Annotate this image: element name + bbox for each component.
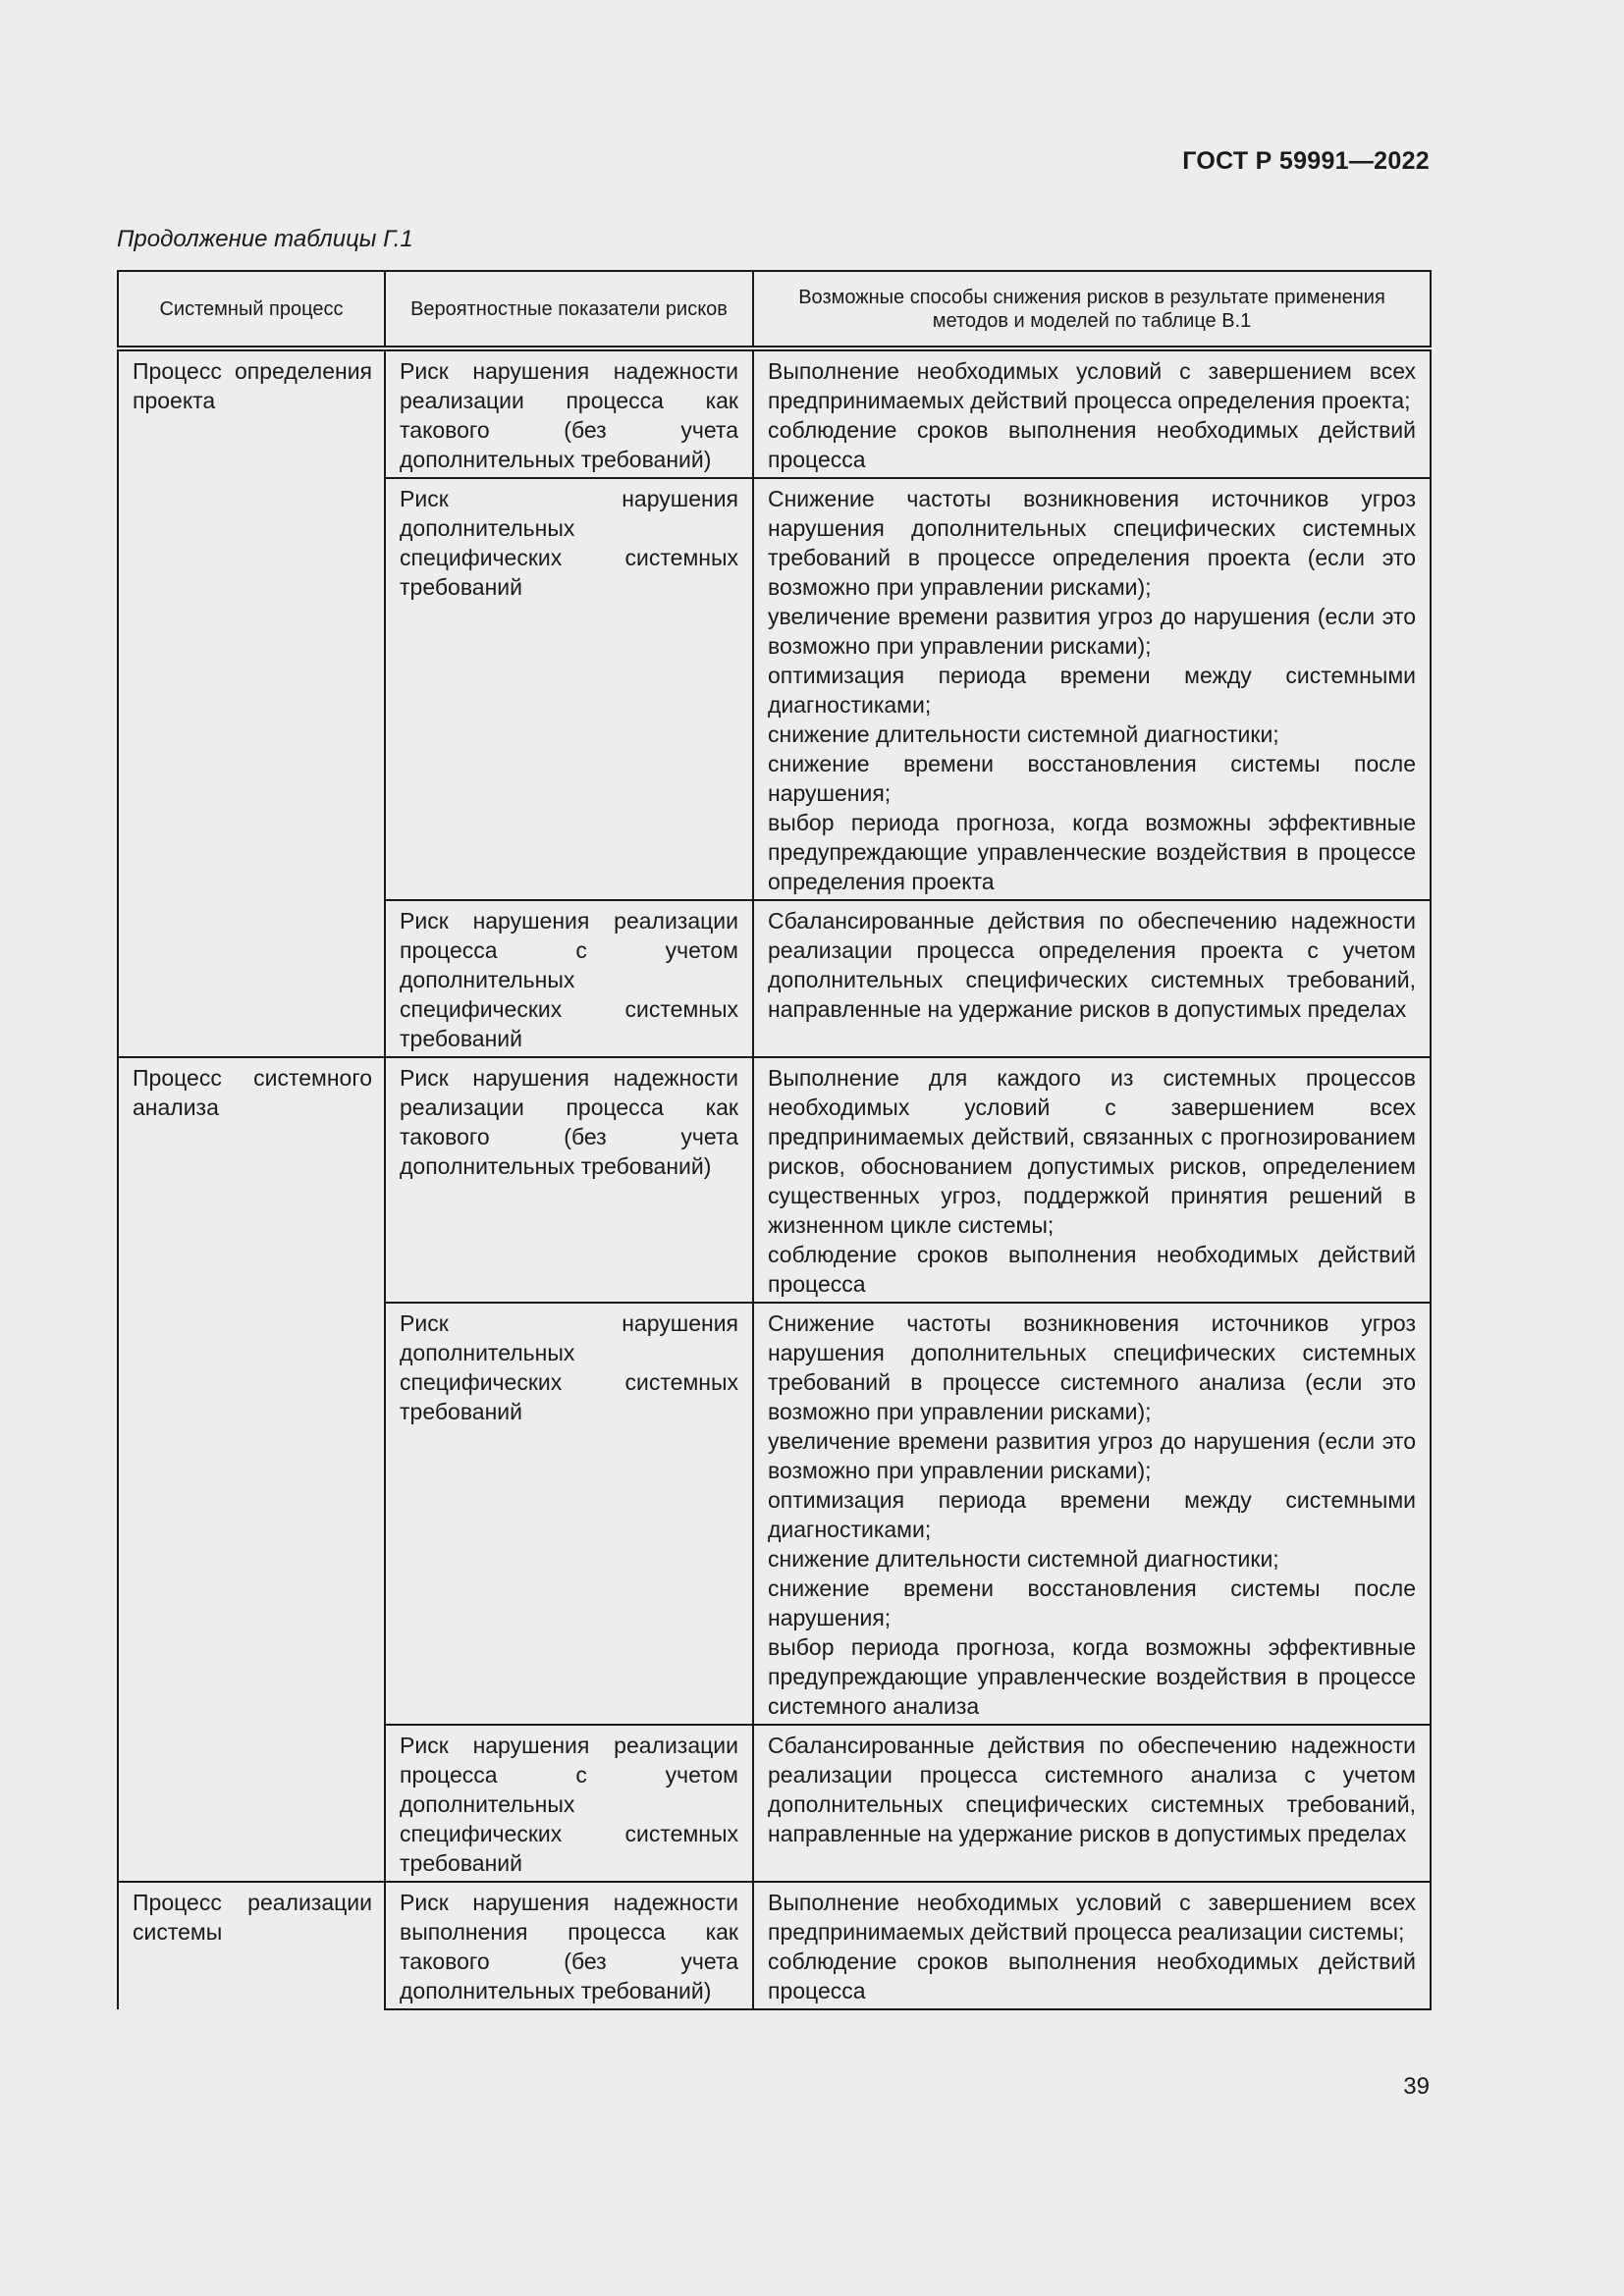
- mitigation-item: Снижение частоты возникновения источников угроз нарушения дополнительных специфических системных требований в процессе системного анализа (если это возможно при управлении рисками);: [768, 1310, 1416, 1424]
- risk-indicator-cell: Риск нарушения надежности реализации процесса как такового (без учета дополнительных требований): [385, 1057, 753, 1303]
- mitigation-item: соблюдение сроков выполнения необходимых действий процесса: [768, 417, 1416, 472]
- column-header-risk-indicators: Вероятностные показатели рисков: [385, 271, 753, 348]
- risk-table: [117, 270, 1432, 2010]
- mitigation-item: Снижение частоты возникновения источников угроз нарушения дополнительных специфических системных требований в процессе определения проекта (если это возможно при управлении рисками);: [768, 486, 1416, 600]
- mitigation-item: снижение времени восстановления системы после нарушения;: [768, 751, 1416, 806]
- mitigation-item: оптимизация периода времени между системными диагностиками;: [768, 1487, 1416, 1542]
- mitigation-item: увеличение времени развития угроз до нарушения (если это возможно при управлении рисками);: [768, 604, 1416, 659]
- process-cell: Процесс системного анализа: [118, 1057, 385, 1882]
- mitigation-item: снижение длительности системной диагностики;: [768, 721, 1279, 747]
- risk-indicator-cell: Риск нарушения реализации процесса с учетом дополнительных специфических системных требований: [385, 900, 753, 1057]
- table-header-row: [118, 271, 1431, 348]
- document-code: ГОСТ Р 59991—2022: [1182, 147, 1430, 175]
- column-header-mitigation-methods: Возможные способы снижения рисков в результате применения методов и моделей по таблице В.1: [753, 271, 1431, 348]
- risk-indicator-cell: Риск нарушения надежности реализации процесса как такового (без учета дополнительных требований): [385, 348, 753, 478]
- process-cell: Процесс реализации системы: [118, 1882, 385, 2009]
- mitigation-cell: [753, 1303, 1431, 1725]
- mitigation-item: соблюдение сроков выполнения необходимых действий процесса: [768, 1242, 1416, 1297]
- mitigation-cell: [753, 1057, 1431, 1303]
- table-row: [118, 1057, 1431, 1303]
- column-header-process: Системный процесс: [118, 271, 385, 348]
- risk-indicator-cell: Риск нарушения реализации процесса с учетом дополнительных специфических системных требований: [385, 1725, 753, 1882]
- risk-indicator-cell: Риск нарушения дополнительных специфических системных требований: [385, 478, 753, 900]
- mitigation-item: выбор периода прогноза, когда возможны эффективные предупреждающие управленческие воздействия в процессе определения проекта: [768, 810, 1416, 894]
- mitigation-item: Сбалансированные действия по обеспечению надежности реализации процесса системного анализа с учетом дополнительных специфических системных требований, направленные на удержание рисков в допустимых пределах: [768, 1733, 1416, 1846]
- table-row: [118, 1882, 1431, 2009]
- mitigation-item: Выполнение необходимых условий с завершением всех предпринимаемых действий процесса определения проекта;: [768, 358, 1416, 413]
- risk-indicator-cell: Риск нарушения надежности выполнения процесса как такового (без учета дополнительных требований): [385, 1882, 753, 2009]
- mitigation-cell: [753, 478, 1431, 900]
- mitigation-cell: [753, 900, 1431, 1057]
- table-continuation-caption: Продолжение таблицы Г.1: [117, 226, 413, 252]
- mitigation-cell: [753, 348, 1431, 478]
- table-row: [118, 348, 1431, 478]
- mitigation-item: оптимизация периода времени между системными диагностиками;: [768, 663, 1416, 718]
- mitigation-item: снижение времени восстановления системы после нарушения;: [768, 1575, 1416, 1630]
- mitigation-item: снижение длительности системной диагностики;: [768, 1546, 1279, 1572]
- mitigation-item: Выполнение для каждого из системных процессов необходимых условий с завершением всех предпринимаемых действий, связанных с прогнозированием рисков, обоснованием допустимых рисков, определением существенных угроз, поддержкой принятия решений в жизненном цикле системы;: [768, 1065, 1416, 1238]
- risk-indicator-cell: Риск нарушения дополнительных специфических системных требований: [385, 1303, 753, 1725]
- mitigation-item: Сбалансированные действия по обеспечению надежности реализации процесса определения проекта с учетом дополнительных специфических системных требований, направленные на удержание рисков в допустимых пределах: [768, 908, 1416, 1022]
- process-cell: Процесс определения проекта: [118, 348, 385, 1057]
- page-number: 39: [1403, 2073, 1430, 2100]
- table-body: [118, 348, 1431, 2009]
- mitigation-item: выбор периода прогноза, когда возможны эффективные предупреждающие управленческие воздействия в процессе системного анализа: [768, 1634, 1416, 1719]
- mitigation-item: увеличение времени развития угроз до нарушения (если это возможно при управлении рисками);: [768, 1428, 1416, 1483]
- mitigation-cell: [753, 1725, 1431, 1882]
- mitigation-item: Выполнение необходимых условий с завершением всех предпринимаемых действий процесса реализации системы;: [768, 1890, 1416, 1945]
- mitigation-cell: [753, 1882, 1431, 2009]
- mitigation-item: соблюдение сроков выполнения необходимых действий процесса: [768, 1949, 1416, 2003]
